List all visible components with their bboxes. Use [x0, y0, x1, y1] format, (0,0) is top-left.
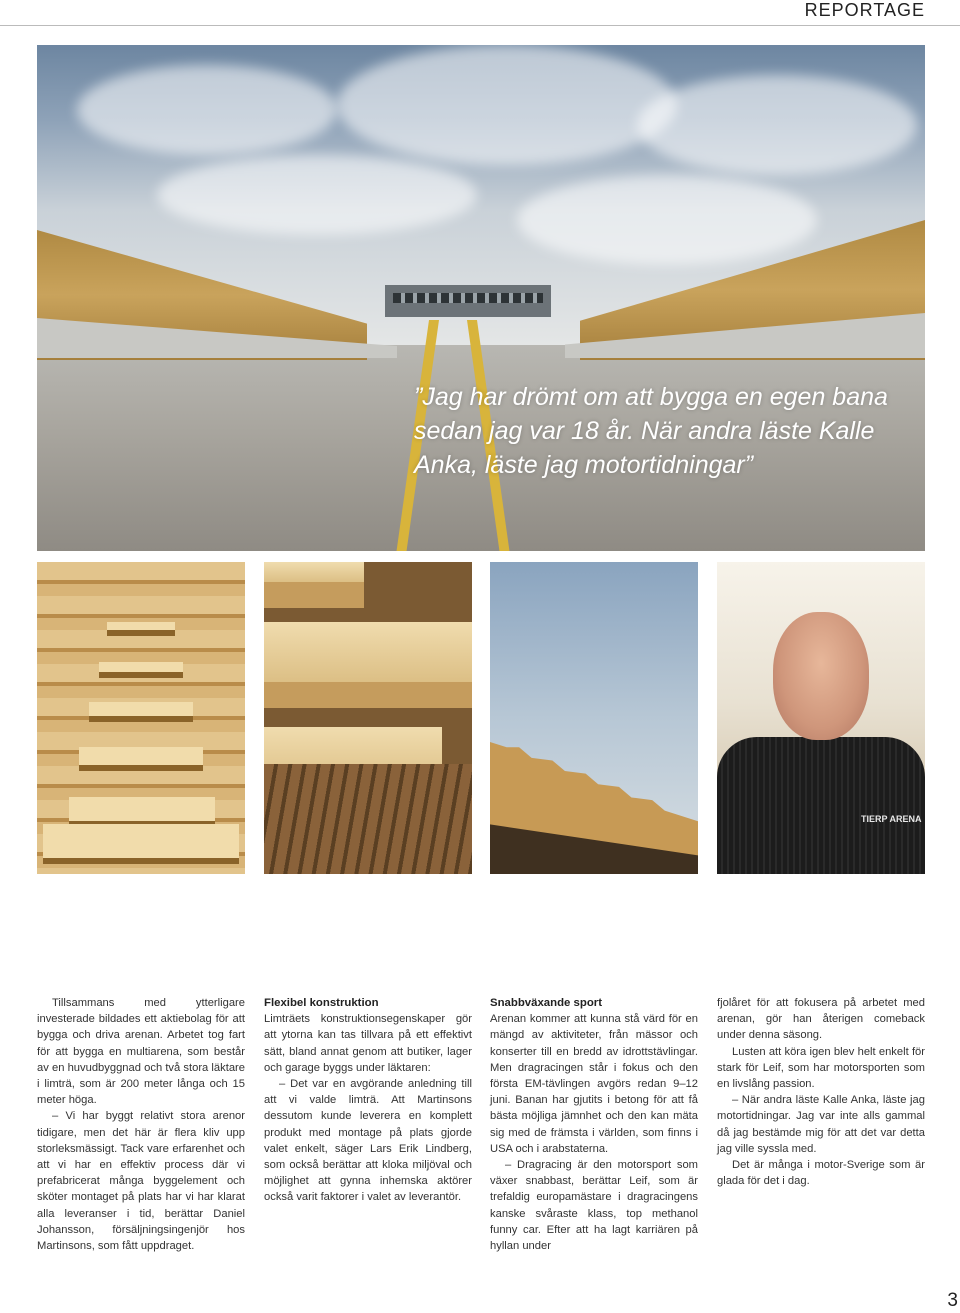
photo-wooden-steps [37, 562, 245, 874]
shirt-logo: TIERP ARENA [861, 814, 922, 824]
col4-paragraph-1: fjolåret för att fokusera på arbetet med arenan, gör han återigen comeback under denna säsong. [717, 997, 925, 1042]
col3-paragraph-1: Arenan kommer att kunna stå värd för en mängd av aktiviteter, från mässor och konserter till en bredd av idrottstävlingar. Men dragracingen står i fokus och den första EM-tävlingen avgörs redan 9–12 juni. Banan har gjutits i betong för att få bästa möjliga jämnhet och den kan mäta sig med de främsta i världen, som finns i USA och i arabstaterna. [490, 1013, 698, 1155]
col2-paragraph-1: Limträets konstruktionsegenskaper gör att ytorna kan tas tillvara på ett effektivt sätt, bland annat genom att butiker, lager och garage byggs under läktaren: [264, 1013, 472, 1074]
photo-grandstand-stairs [490, 562, 698, 874]
col4-paragraph-4: Det är många i motor-Sverige som är glada för det i dag. [717, 1159, 925, 1188]
col3-heading: Snabbväxande sport [490, 997, 603, 1009]
text-column-1 [37, 995, 245, 1254]
text-column-4 [717, 995, 925, 1189]
portrait-shirt [717, 737, 925, 874]
header-rule [0, 25, 960, 26]
hero-photo-dragstrip [37, 45, 925, 551]
col4-paragraph-3: – När andra läste Kalle Anka, läste jag motortidningar. Jag var inte alls gammal då jag bestämde mig för att det var detta jag ville syssla med. [717, 1094, 925, 1155]
main-building [385, 285, 551, 317]
col4-paragraph-2: Lusten att köra igen blev helt enkelt för stark för Leif, som har motorsporten som en livslång passion. [717, 1045, 925, 1091]
page-number: 3 [947, 1290, 958, 1311]
col1-paragraph-2: – Vi har byggt relativt stora arenor tidigare, men det här är flera kliv upp storleksmässigt. Tack vare erfarenhet och att vi har en effektiv process där vi prefabricerat många byggelement och sköter montaget på plats har vi har klarat alla leveranser i tid, berättar Daniel Johansson, försäljningsingenjör hos Martinsons, som fått uppdraget. [37, 1110, 245, 1253]
section-label: REPORTAGE [804, 0, 925, 20]
photo-seating-blocks [264, 562, 472, 874]
col2-heading: Flexibel konstruktion [264, 997, 379, 1009]
text-column-3 [490, 995, 698, 1254]
col1-paragraph-1: Tillsammans med ytterligare investerade bildades ett aktiebolag för att bygga och driva arenan. Arbetet tog fart för att bygga en multiarena, som består av en huvudbyggnad och två stora läktare i limträ, som är 200 meter långa och 15 meter höga. [37, 997, 245, 1107]
pull-quote: ”Jag har drömt om att bygga en egen bana sedan jag var 18 år. När andra läste Kalle Anka, läste jag motortidningar” [414, 383, 888, 479]
col3-paragraph-2: – Dragracing är den motorsport som växer snabbast, berättar Leif, som är trefaldig europamästare i dragracingens kanske svåraste klass, top methanol funny car. Efter att ha lagt karriären på hyllan under [490, 1159, 698, 1253]
photo-portrait-leif [717, 562, 925, 874]
text-column-2 [264, 995, 472, 1206]
portrait-face [773, 612, 869, 740]
col2-paragraph-2: – Det var en avgörande anledning till att vi valde limträ. Att Martinsons dessutom kunde leverera en komplett produkt med montage på plats gjorde valet enkelt, säger Lars Erik Lindberg, som också berättar att kloka miljöval och möjlighet att gynna inhemska aktörer också varit faktorer i valet av leverantör. [264, 1078, 472, 1204]
